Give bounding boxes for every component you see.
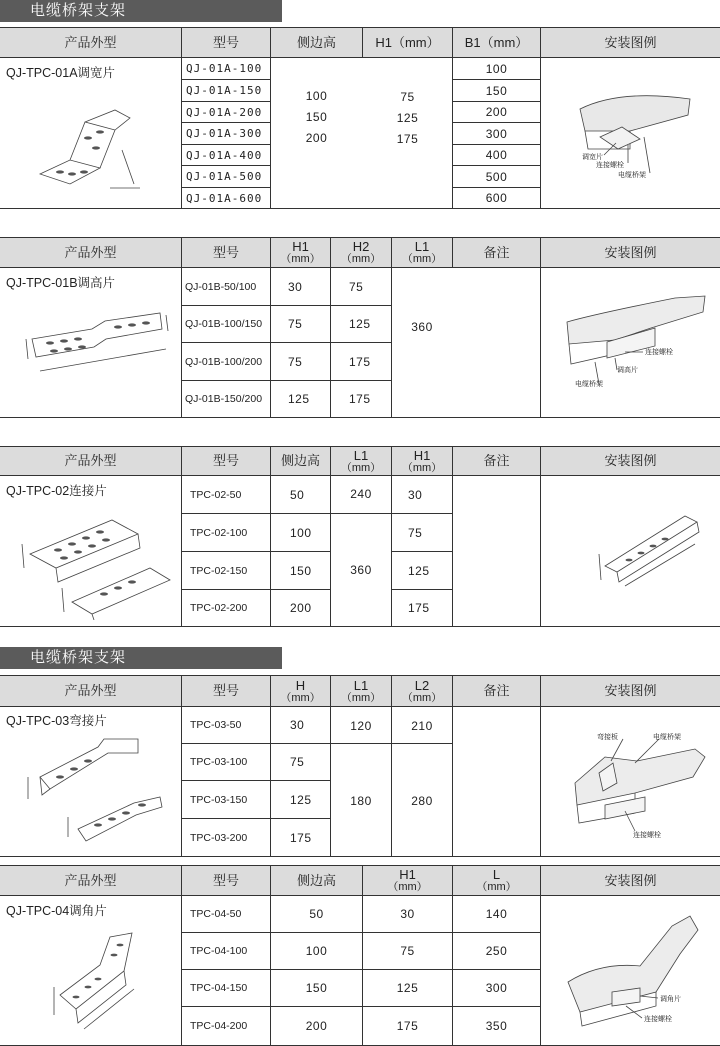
header-unit: （mm） (401, 253, 443, 265)
header-l1 (331, 448, 391, 475)
side-height-value: 200 (290, 601, 312, 615)
product-name: QJ-TPC-01A调宽片 (6, 66, 116, 80)
label-angle-plate: 调角片 (660, 995, 681, 1003)
model-cell: TPC-03-150 (190, 793, 248, 806)
table-adjust-height (0, 237, 720, 418)
l-value: 140 (485, 907, 508, 921)
h1-value: 175 (408, 601, 430, 615)
product-drawing (40, 925, 150, 1040)
h1-value: 75 (408, 525, 423, 540)
header-install: 安装图例 (604, 34, 657, 50)
header-note: 备注 (483, 453, 510, 468)
side-height-value: 200 (305, 1019, 328, 1033)
model-cell: QJ-01A-100 (186, 62, 263, 75)
header-note: 备注 (483, 244, 510, 260)
h1-value: 75 (288, 354, 303, 369)
model-cell: TPC-03-200 (190, 831, 248, 844)
side-height-value: 150 (305, 981, 328, 995)
header-unit: （mm） (340, 461, 382, 474)
model-cell: QJ-01B-50/100 (185, 280, 257, 293)
h1-value: 75 (400, 90, 415, 104)
header-h1 (271, 239, 330, 267)
product-name: QJ-TPC-01B调高片 (6, 276, 116, 290)
h1-value: 125 (408, 563, 430, 578)
h1-value: 175 (396, 1019, 419, 1033)
side-height-value: 100 (305, 89, 328, 103)
label-bolt: 连接螺栓 (644, 1015, 672, 1023)
side-height-value: 150 (305, 110, 328, 124)
model-cell: TPC-04-150 (190, 982, 248, 994)
header-unit: （mm） (340, 253, 382, 265)
side-height-value: 100 (305, 944, 328, 958)
table-adjust-width (0, 27, 720, 209)
h1-value: 30 (400, 907, 415, 921)
model-cell: QJ-01A-600 (186, 191, 263, 205)
product-drawing (12, 510, 180, 620)
header-l1 (392, 239, 452, 267)
label-bend-plate: 弯接板 (597, 733, 618, 741)
product-drawing (30, 102, 150, 197)
header-h1-label: H1 (399, 867, 416, 882)
header-h1-label: H1 (413, 447, 431, 463)
header-l2 (392, 677, 452, 706)
b1-value: 200 (485, 105, 508, 119)
model-cell: QJ-01B-150/200 (185, 393, 263, 405)
header-side-height: 侧边高 (280, 453, 320, 468)
model-cell: QJ-01A-400 (186, 148, 263, 162)
side-height-value: 150 (290, 563, 312, 578)
section-banner: 电缆桥架支架 (0, 647, 282, 669)
header-unit: （mm） (340, 691, 382, 704)
side-height-value: 50 (309, 907, 324, 921)
header-l1 (331, 677, 391, 706)
table-connection-plate (0, 446, 720, 627)
header-b1: B1（mm） (464, 34, 529, 50)
h2-value: 175 (349, 392, 371, 406)
header-model: 型号 (212, 683, 239, 698)
label-tray: 电缆桥架 (653, 733, 681, 741)
install-drawing (585, 506, 705, 596)
model-cell: TPC-04-50 (190, 908, 242, 920)
header-l1-label: L1 (414, 239, 430, 254)
header-l (453, 867, 540, 895)
product-name: QJ-TPC-03弯接片 (6, 714, 107, 728)
table-bend-plate (0, 675, 720, 857)
header-unit: （mm） (280, 253, 321, 265)
header-side-height: 侧边高 (296, 34, 336, 50)
header-install: 安装图例 (604, 683, 657, 698)
header-unit: （mm） (280, 691, 321, 704)
header-h2-label: H2 (352, 239, 370, 254)
h1-value: 175 (396, 132, 419, 146)
label-bolt: 连接螺栓 (633, 831, 661, 839)
header-shape: 产品外型 (64, 683, 117, 698)
header-model: 型号 (212, 34, 239, 50)
l-value: 250 (485, 944, 508, 958)
b1-value: 400 (485, 148, 508, 162)
h-value: 30 (290, 718, 305, 732)
h1-value: 125 (396, 111, 419, 125)
header-h1 (363, 867, 452, 895)
model-cell: TPC-02-200 (190, 602, 248, 614)
label-adjust-piece: 调高片 (617, 366, 638, 374)
label-bolt: 连接螺栓 (596, 161, 624, 169)
model-cell: TPC-04-200 (190, 1020, 248, 1032)
model-cell: TPC-02-50 (190, 488, 242, 501)
label-adjust-piece: 调宽片 (582, 153, 603, 161)
l2-value: 210 (411, 719, 433, 733)
h1-value: 125 (396, 981, 419, 995)
h1-value: 75 (288, 317, 303, 331)
header-l1-label: L1 (353, 447, 369, 463)
header-side-height: 侧边高 (296, 872, 336, 888)
model-cell: QJ-01A-200 (186, 105, 263, 119)
model-cell: TPC-04-100 (190, 945, 248, 957)
model-cell: TPC-03-100 (190, 756, 248, 768)
header-install: 安装图例 (604, 453, 657, 468)
product-name: QJ-TPC-04调角片 (6, 904, 107, 918)
header-model: 型号 (212, 244, 239, 260)
model-cell: QJ-01A-300 (186, 127, 263, 140)
model-cell: TPC-02-150 (190, 564, 248, 577)
h2-value: 175 (349, 354, 371, 369)
header-unit: （mm） (387, 881, 428, 893)
header-model: 型号 (212, 453, 239, 468)
h-value: 175 (290, 830, 312, 845)
header-h1-label: H1 (292, 239, 309, 254)
header-note: 备注 (483, 683, 510, 698)
h-value: 125 (290, 792, 312, 807)
header-l2-label: L2 (414, 677, 430, 693)
h1-value: 30 (288, 279, 303, 294)
l-value: 350 (485, 1019, 508, 1033)
model-cell: QJ-01B-100/150 (185, 318, 263, 330)
model-cell: QJ-01B-100/200 (185, 355, 263, 368)
header-model: 型号 (212, 872, 239, 888)
header-shape: 产品外型 (64, 872, 117, 888)
l1-value: 180 (350, 794, 372, 808)
model-cell: QJ-01A-500 (186, 170, 263, 183)
label-tray: 电缆桥架 (618, 171, 646, 179)
install-drawing (555, 292, 715, 402)
header-h (271, 677, 330, 706)
header-install: 安装图例 (604, 244, 657, 260)
b1-value: 300 (485, 126, 508, 141)
header-l-label: L (492, 867, 501, 882)
model-cell: TPC-03-50 (190, 719, 242, 731)
header-shape: 产品外型 (64, 244, 117, 260)
label-tray: 电缆桥架 (575, 380, 603, 388)
label-bolt: 连接螺栓 (645, 348, 673, 356)
header-shape: 产品外型 (64, 34, 117, 50)
header-shape: 产品外型 (64, 453, 117, 468)
h2-value: 125 (349, 317, 371, 331)
header-unit: （mm） (401, 691, 443, 704)
h2-value: 75 (349, 279, 364, 294)
b1-value: 150 (485, 83, 508, 98)
header-h1 (392, 448, 452, 475)
header-unit: （mm） (476, 881, 517, 893)
side-height-value: 50 (290, 487, 305, 502)
product-drawing (14, 733, 174, 851)
l1-value: 360 (411, 320, 433, 334)
h1-value: 30 (408, 487, 423, 502)
table-angle-plate (0, 865, 720, 1046)
l1-value: 240 (350, 487, 372, 501)
b1-value: 500 (485, 169, 508, 184)
header-h2 (331, 239, 391, 267)
model-cell: TPC-02-100 (190, 526, 248, 539)
h1-value: 125 (288, 392, 310, 406)
header-install: 安装图例 (604, 872, 657, 888)
section-banner: 电缆桥架支架 (0, 0, 282, 22)
install-drawing (560, 910, 710, 1035)
header-h-label: H (295, 677, 306, 693)
product-name: QJ-TPC-02连接片 (6, 484, 107, 498)
l2-value: 280 (411, 794, 433, 808)
install-drawing (560, 79, 700, 189)
install-drawing (565, 727, 715, 845)
h-value: 75 (290, 755, 305, 769)
h1-value: 75 (400, 944, 415, 958)
side-height-value: 200 (305, 131, 328, 145)
header-unit: （mm） (401, 461, 443, 474)
product-drawing (10, 307, 180, 407)
model-cell: QJ-01A-150 (186, 84, 263, 97)
header-h1: H1（mm） (375, 34, 440, 50)
l1-value: 360 (350, 563, 372, 577)
b1-value: 600 (485, 191, 508, 205)
header-l1-label: L1 (353, 677, 369, 693)
side-height-value: 100 (290, 525, 312, 540)
b1-value: 100 (485, 61, 508, 76)
l1-value: 120 (350, 719, 372, 733)
l-value: 300 (485, 981, 508, 995)
